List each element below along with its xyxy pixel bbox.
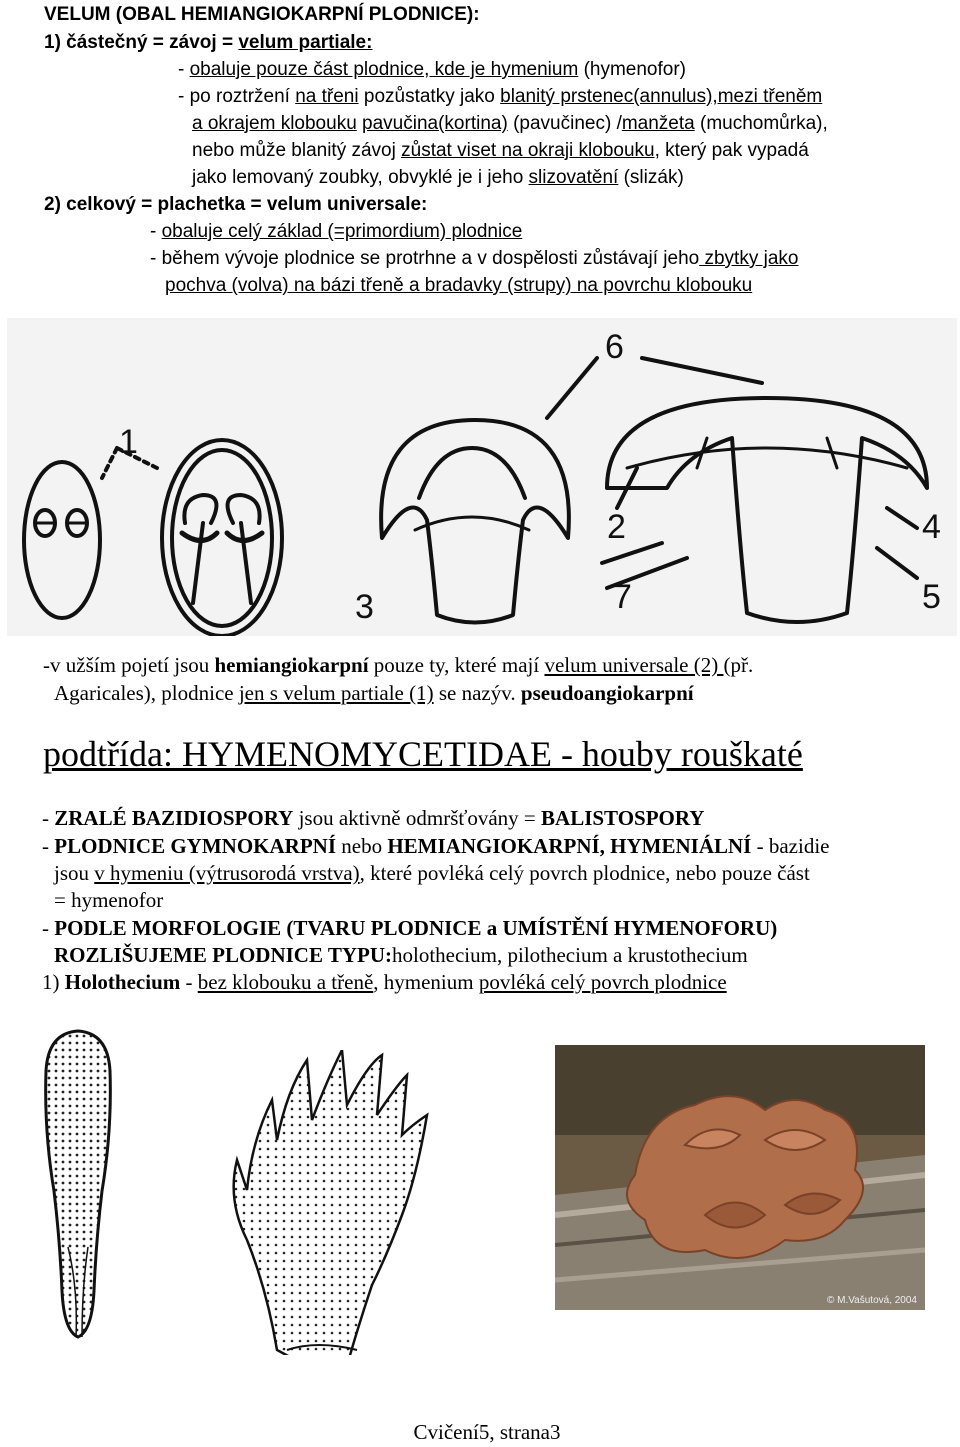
mature-fruiting-body <box>607 398 927 622</box>
velum-partial-heading-text: 1) částečný = závoj = <box>44 32 239 53</box>
plain-text: - <box>42 916 55 940</box>
velum-universal-line-1 <box>150 221 522 243</box>
narrow-sense-line-1 <box>43 653 753 678</box>
underlined-text: v hymeniu (výtrusorodá vrstva) <box>94 861 360 885</box>
hymeno-line-7 <box>42 970 727 995</box>
bold-text: hemiangiokarpní <box>214 653 369 677</box>
universal-veil-outline <box>162 440 282 636</box>
plain-text: (slizák) <box>618 167 684 188</box>
velum-universal-heading: 2) celkový = plachetka = velum universale: <box>44 194 428 215</box>
plain-text: , které povléká celý povrch plodnice, nebo pouze část <box>359 861 810 885</box>
plain-text: - po roztržení <box>178 86 296 107</box>
bold-text: Holothecium <box>64 970 181 994</box>
bold-text: ZRALÉ BAZIDIOSPORY <box>54 806 294 830</box>
photo-credit: © M.Vašutová, 2004 <box>826 1295 917 1306</box>
diagram-label-1: 1 <box>119 423 138 461</box>
velum-title: VELUM (OBAL HEMIANGIOKARPNÍ PLODNICE): <box>44 4 480 25</box>
plain-text: pozůstatky jako <box>358 86 501 107</box>
diagram-label-7: 7 <box>613 578 632 616</box>
bold-text: HEMIANGIOKARPNÍ, HYMENIÁLNÍ <box>387 834 752 858</box>
underlined-text: pavučina(kortina) <box>362 113 508 134</box>
hymeno-line-2 <box>42 834 829 859</box>
plain-text: pouze ty, které mají <box>368 653 545 677</box>
plain-text: - <box>180 970 198 994</box>
velum-partial-heading <box>44 32 372 54</box>
plain-text: - bazidie <box>751 834 830 858</box>
underlined-text: a okrajem klobouku <box>192 113 357 134</box>
plain-text: jsou <box>54 861 95 885</box>
hymeno-line-1 <box>42 806 704 831</box>
velum-partial-line-5 <box>192 167 684 189</box>
plain-text: - <box>42 834 55 858</box>
underlined-text: jen s velum partiale (1) <box>238 681 434 705</box>
underlined-text: slizovatění <box>528 167 619 188</box>
plain-text: - <box>42 806 55 830</box>
page-footer: Cvičení5, strana3 <box>413 1420 561 1444</box>
young-fruiting-body <box>381 420 569 623</box>
plain-text: , hymenium <box>373 970 479 994</box>
bold-text: PLODNICE GYMNOKARPNÍ <box>54 834 336 858</box>
bullet-text: - <box>178 59 190 80</box>
velum-universal-line-2 <box>150 248 798 270</box>
plain-text: 1) <box>42 970 65 994</box>
plain-text: - během vývoje plodnice se protrhne a v dospělosti zůstávají jeho <box>150 248 700 269</box>
diagram-label-4: 4 <box>922 508 941 546</box>
underlined-text: zbytky jako <box>699 248 799 269</box>
hymeno-line-6 <box>54 943 748 968</box>
plain-text: Agaricales), plodnice <box>54 681 239 705</box>
subclass-heading: podtřída: HYMENOMYCETIDAE - houby rouškaté <box>43 734 803 774</box>
hymeno-line-3 <box>54 861 810 886</box>
diagram-label-6: 6 <box>605 328 624 366</box>
bold-text: ROZLIŠUJEME PLODNICE TYPU: <box>54 943 392 967</box>
underlined-text: velum universale (2) <box>544 653 724 677</box>
underlined-text: obaluje celý základ (=primordium) plodnice <box>161 221 523 242</box>
underlined-text: manžeta <box>621 113 695 134</box>
plain-text: - <box>150 221 162 242</box>
jelly-fungus-photo-svg <box>555 1045 925 1310</box>
velum-partial-line-2 <box>178 86 822 108</box>
plain-text: (muchomůrka), <box>694 113 828 134</box>
hymeno-line-4: = hymenofor <box>54 888 164 912</box>
bold-text: PODLE MORFOLOGIE (TVARU PLODNICE a UMÍSTĚNÍ HYMENOFORU) <box>54 916 778 940</box>
jelly-fungus-photo <box>555 1045 925 1310</box>
plain-text: se nazýv. <box>433 681 521 705</box>
velum-universal-line-3: pochva (volva) na bázi třeně a bradavky (strupy) na povrchu klobouku <box>165 275 753 296</box>
plain-text: jako lemovaný zoubky, obvyklé je i jeho <box>192 167 529 188</box>
plain-text: (hymenofor) <box>578 59 686 80</box>
coral-fungus-drawing <box>217 1050 447 1355</box>
velum-partial-line-4 <box>192 140 809 162</box>
velum-partial-line-3 <box>192 113 828 135</box>
coral-fungus-svg <box>217 1050 447 1355</box>
underlined-text: povléká celý povrch plodnice <box>478 970 727 994</box>
club-fungus-drawing <box>40 1027 116 1343</box>
hymeno-line-5 <box>42 916 777 941</box>
diagram-label-5: 5 <box>922 578 941 616</box>
underlined-text: blanitý prstenec(annulus),mezi třeněm <box>500 86 823 107</box>
club-fungus-svg <box>40 1027 116 1343</box>
plain-text: (pavučinec) / <box>507 113 622 134</box>
plain-text: nebo může blanitý závoj <box>192 140 402 161</box>
plain-text: holothecium, pilothecium a krustothecium <box>392 943 748 967</box>
plain-text: jsou aktivně odmršťovány = <box>293 806 542 830</box>
diagram-label-3: 3 <box>355 588 374 626</box>
plain-text: nebo <box>336 834 388 858</box>
primordium-outline <box>24 462 100 618</box>
narrow-sense-line-2 <box>54 681 694 706</box>
bold-text: BALISTOSPORY <box>541 806 705 830</box>
diagram-drawing <box>7 318 957 636</box>
velum-partial-line-1 <box>178 59 686 81</box>
plain-text: , který pak vypadá <box>654 140 809 161</box>
diagram-label-2: 2 <box>607 508 626 546</box>
bold-text: pseudoangiokarpní <box>520 681 694 705</box>
underlined-text: zůstat viset na okraji klobouku <box>401 140 655 161</box>
underlined-text: bez klobouku a třeně <box>197 970 374 994</box>
velum-development-diagram <box>7 318 957 636</box>
plain-text: (př. <box>723 653 754 677</box>
plain-text: -v užším pojetí jsou <box>43 653 215 677</box>
underlined-text: obaluje pouze část plodnice, kde je hymenium <box>189 59 579 80</box>
underlined-text: na třeni <box>295 86 359 107</box>
velum-partial-term: velum partiale: <box>238 32 373 53</box>
